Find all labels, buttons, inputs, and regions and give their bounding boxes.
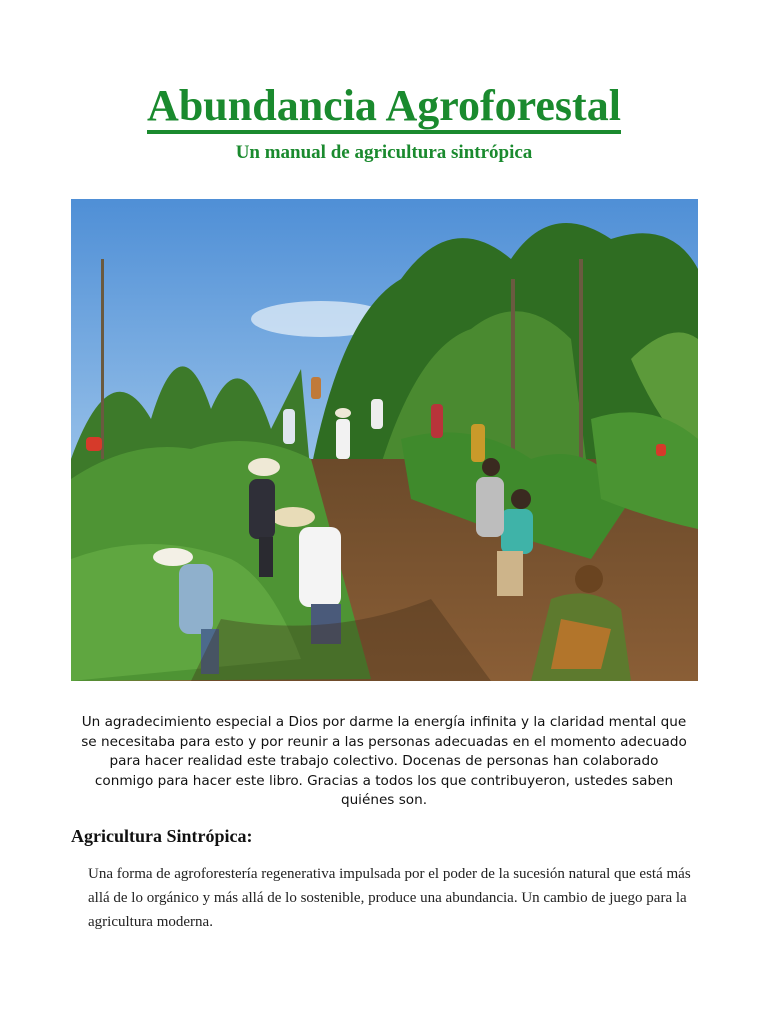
cover-photo-illustration [71, 199, 698, 681]
cover-photo [71, 199, 698, 681]
section-body: Una forma de agroforestería regenerativa impulsada por el poder de la sucesión natural que está más allá de lo orgánico y más allá de lo sostenible, produce una abundancia. Un cambio de juego para la agricultura moderna. [88, 866, 691, 930]
document-subtitle: Un manual de agricultura sintrópica [235, 142, 533, 163]
document-title [0, 78, 768, 134]
document-title-text: Abundancia Agroforestal [147, 82, 621, 134]
acknowledgement-text: Un agradecimiento especial a Dios por darme la energía infinita y la claridad mental que se necesitaba para esto y por reunir a las personas adecuadas en el momento adecuado para hacer realidad este trabajo colectivo. Docenas de personas han colaborado conmigo para hacer este libro. Gracias a todos los que contribuyeron, ustedes saben quiénes son. [81, 714, 687, 808]
section-heading: Agricultura Sintrópica: [71, 826, 253, 846]
